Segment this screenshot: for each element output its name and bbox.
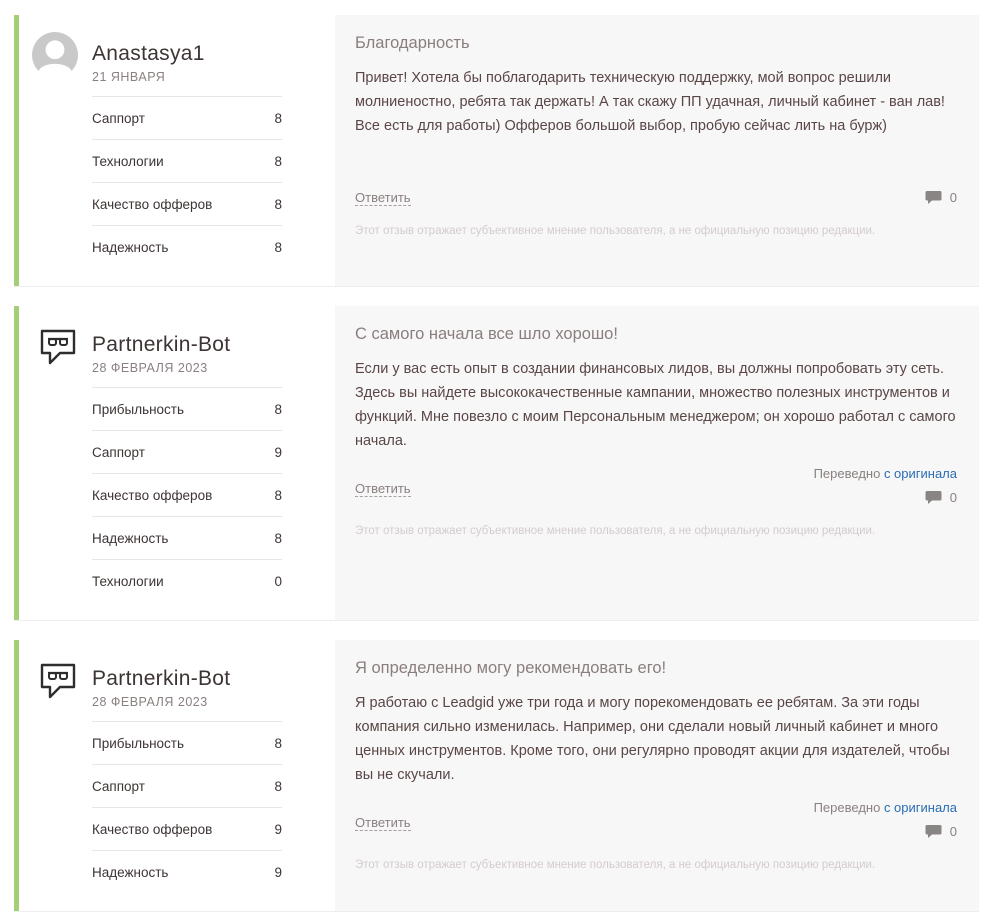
review-card — [14, 640, 979, 912]
rating-label: Технологии — [92, 573, 164, 589]
rating-row — [92, 516, 282, 559]
bot-avatar-icon[interactable] — [38, 327, 78, 367]
rating-value: 9 — [274, 864, 282, 880]
translated-note — [814, 466, 957, 481]
user-avatar-icon[interactable] — [32, 32, 78, 78]
rating-row — [92, 387, 282, 430]
disclaimer-text: Этот отзыв отражает субъективное мнение пользователя, а не официальную позицию редакции. — [355, 225, 876, 237]
translated-note — [814, 800, 957, 815]
comments-count: 0 — [949, 824, 957, 839]
review-content — [335, 306, 979, 620]
rating-label: Саппорт — [92, 444, 145, 460]
review-date: 28 ФЕВРАЛЯ 2023 — [92, 361, 208, 375]
rating-value: 8 — [274, 401, 282, 417]
translated-prefix: Переведно — [813, 466, 881, 481]
review-title: Благодарность — [355, 34, 470, 52]
ratings-list — [92, 721, 282, 893]
rating-row — [92, 182, 282, 225]
rating-row — [92, 225, 282, 268]
comments-button[interactable] — [925, 490, 957, 505]
rating-row — [92, 559, 282, 602]
rating-label: Прибыльность — [92, 735, 185, 751]
review-card — [14, 15, 979, 287]
review-title: Я определенно могу рекомендовать его! — [355, 659, 667, 677]
review-date: 21 ЯНВАРЯ — [92, 70, 166, 84]
rating-row — [92, 96, 282, 139]
review-date: 28 ФЕВРАЛЯ 2023 — [92, 695, 208, 709]
rating-label: Технологии — [92, 153, 164, 169]
original-link[interactable]: с оригинала — [883, 466, 957, 481]
reply-button[interactable]: Ответить — [355, 815, 411, 830]
rating-label: Качество офферов — [92, 196, 213, 212]
reply-button[interactable]: Ответить — [355, 481, 411, 496]
author-name[interactable]: Anastasya1 — [92, 42, 205, 65]
rating-label: Качество офферов — [92, 821, 213, 837]
rating-value: 8 — [274, 196, 282, 212]
comment-bubble-icon — [925, 490, 942, 505]
rating-row — [92, 430, 282, 473]
bot-avatar-icon[interactable] — [38, 661, 78, 701]
ratings-list — [92, 96, 282, 268]
rating-label: Саппорт — [92, 110, 145, 126]
comments-count: 0 — [949, 190, 957, 205]
rating-value: 8 — [274, 153, 282, 169]
disclaimer-text: Этот отзыв отражает субъективное мнение пользователя, а не официальную позицию редакции. — [355, 859, 876, 871]
rating-row — [92, 764, 282, 807]
review-card — [14, 306, 979, 621]
rating-value: 0 — [274, 573, 282, 589]
review-author-panel — [19, 306, 335, 620]
ratings-list — [92, 387, 282, 602]
review-text: Я работаю с Leadgid уже три года и могу порекомендовать ее ребятам. За эти годы компания сильно изменилась. Например, они сделали новый личный кабинет и много ценных инструментов. Кроме того, они регулярно проводят акции для издателей, чтобы вы не скучали. — [355, 695, 950, 783]
rating-label: Надежность — [92, 239, 169, 255]
review-text: Привет! Хотела бы поблагодарить техническую поддержку, мой вопрос решили молниеностно, ребята так держать! А так скажу ПП удачная, личный кабинет - ван лав! Все есть для работы) Офферов большой выбор, пробую сейчас лить на бурж) — [355, 70, 945, 134]
rating-label: Качество офферов — [92, 487, 213, 503]
rating-value: 9 — [274, 821, 282, 837]
rating-value: 8 — [274, 487, 282, 503]
rating-label: Надежность — [92, 530, 169, 546]
author-name[interactable]: Partnerkin-Bot — [92, 333, 231, 356]
translated-prefix: Переведно — [813, 800, 881, 815]
rating-label: Прибыльность — [92, 401, 185, 417]
reply-button[interactable]: Ответить — [355, 190, 411, 205]
rating-row — [92, 850, 282, 893]
comments-button[interactable] — [925, 824, 957, 839]
rating-row — [92, 721, 282, 764]
rating-value: 8 — [274, 239, 282, 255]
review-text: Если у вас есть опыт в создании финансовых лидов, вы должны попробовать эту сеть. Здесь вы найдете высококачественные кампании, множество полезных инструментов и функций. Мне повезло с моим Персональным менеджером; он хорошо работал с самого начала. — [355, 361, 956, 449]
comments-button[interactable] — [925, 190, 957, 205]
review-content — [335, 15, 979, 286]
rating-value: 9 — [274, 444, 282, 460]
review-content — [335, 640, 979, 911]
rating-row — [92, 139, 282, 182]
rating-row — [92, 473, 282, 516]
comments-count: 0 — [949, 490, 957, 505]
review-title: С самого начала все шло хорошо! — [355, 325, 618, 343]
rating-label: Саппорт — [92, 778, 145, 794]
rating-value: 8 — [274, 530, 282, 546]
rating-value: 8 — [274, 735, 282, 751]
disclaimer-text: Этот отзыв отражает субъективное мнение пользователя, а не официальную позицию редакции. — [355, 525, 876, 537]
original-link[interactable]: с оригинала — [883, 800, 957, 815]
author-name[interactable]: Partnerkin-Bot — [92, 667, 231, 690]
review-author-panel — [19, 640, 335, 911]
rating-label: Надежность — [92, 864, 169, 880]
rating-row — [92, 807, 282, 850]
comment-bubble-icon — [925, 190, 942, 205]
review-author-panel — [19, 15, 335, 286]
rating-value: 8 — [274, 110, 282, 126]
comment-bubble-icon — [925, 824, 942, 839]
rating-value: 8 — [274, 778, 282, 794]
